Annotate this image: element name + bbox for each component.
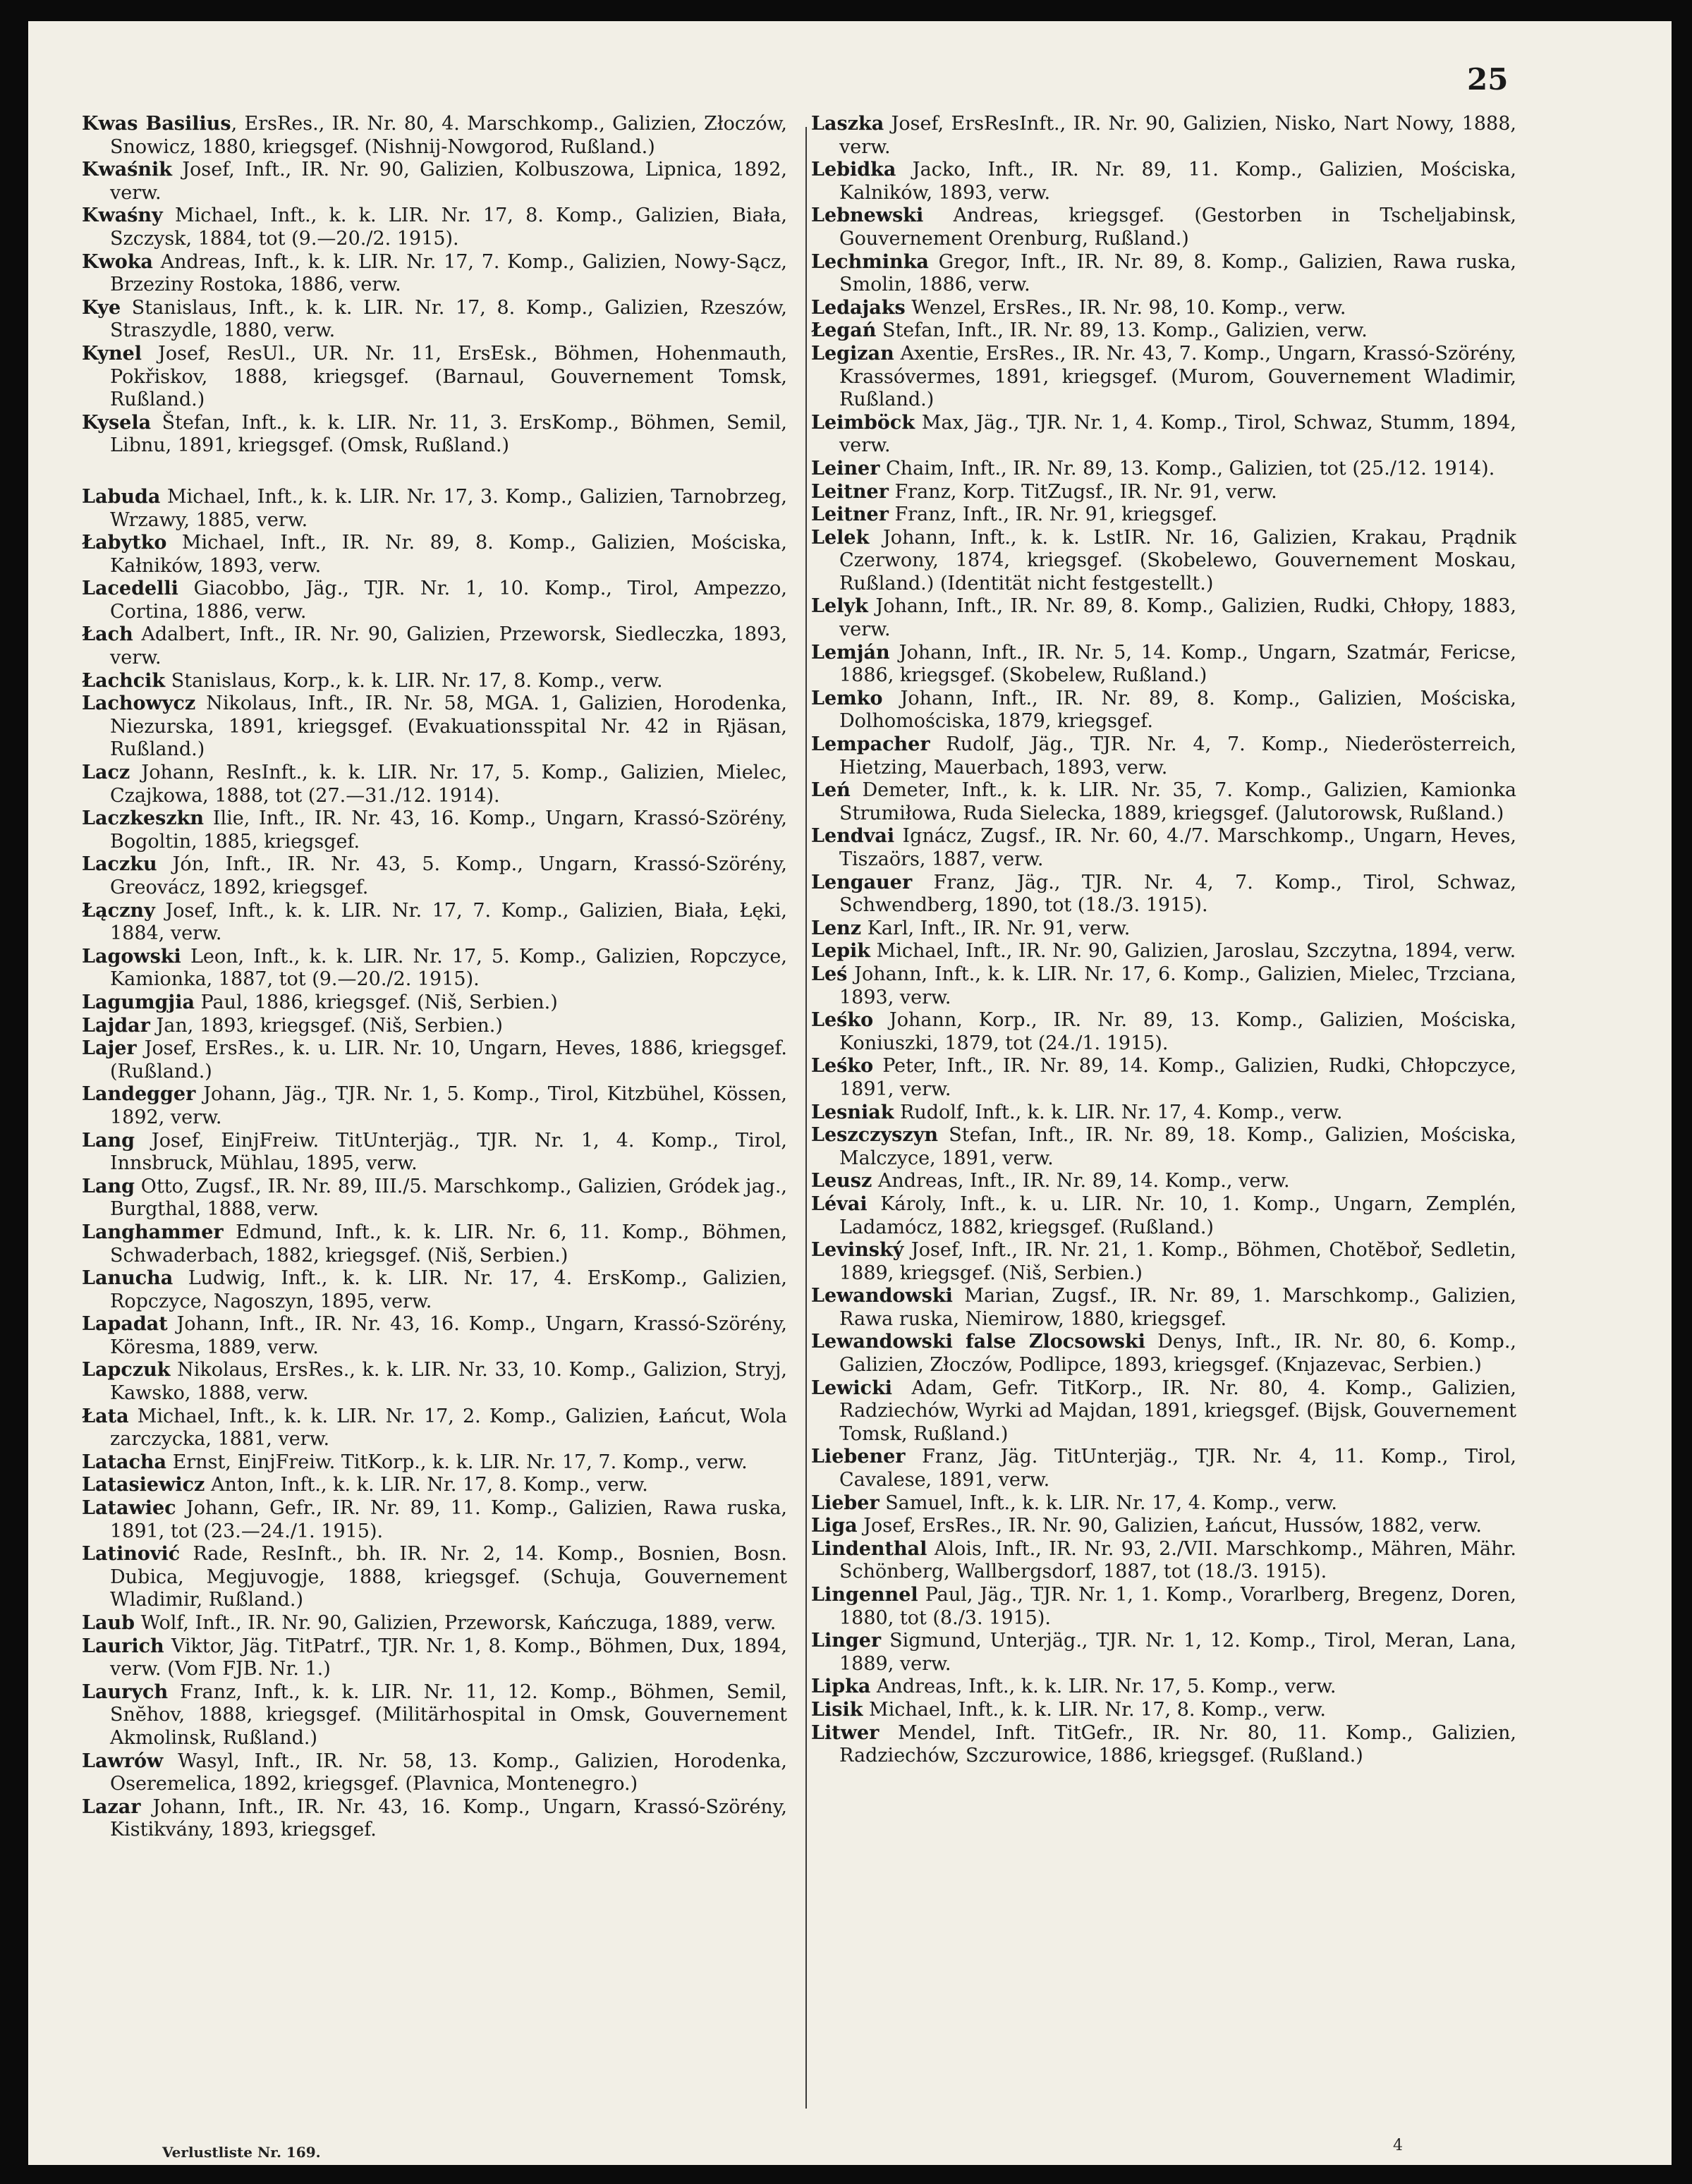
entry-name: Levinský	[811, 1239, 904, 1262]
entry-name: Leś	[811, 963, 848, 985]
entry-details: Jan, 1893, kriegsgef. (Niš, Serbien.)	[150, 1014, 503, 1037]
entry-details: Johann, Inft., IR. Nr. 89, 8. Komp., Galizien, Rudki, Chłopy, 1883, verw.	[839, 595, 1516, 641]
entry-name: Latacha	[82, 1451, 167, 1473]
entry-details: Nikolaus, Inft., IR. Nr. 58, MGA. 1, Galizien, Horodenka, Niezurska, 1891, kriegsgef. (Evakuationsspital Nr. 42 in Rjäsan, Rußland.)	[110, 693, 787, 761]
list-item	[811, 251, 1516, 297]
entry-name: Laszka	[811, 113, 884, 135]
entry-details: Stanislaus, Korp., k. k. LIR. Nr. 17, 8. Komp., verw.	[165, 669, 663, 692]
entry-name: Laczku	[82, 853, 157, 876]
entry-details: Franz, Inft., k. k. LIR. Nr. 11, 12. Komp., Böhmen, Semil, Snĕhov, 1888, kriegsgef. (Militärhospital in Omsk, Gouvernement Akmolinsk, Rußland.)	[110, 1680, 787, 1749]
list-item	[811, 779, 1516, 825]
list-item	[811, 872, 1516, 917]
entry-name: Lingennel	[811, 1584, 918, 1606]
list-item	[811, 205, 1516, 250]
entry-details: Nikolaus, ErsRes., k. k. LIR. Nr. 33, 10. Komp., Galizion, Stryj, Kawsko, 1888, verw.	[110, 1359, 787, 1405]
entry-name: Łabytko	[82, 532, 167, 554]
entry-details: Peter, Inft., IR. Nr. 89, 14. Komp., Galizien, Rudki, Chłopczyce, 1891, verw.	[839, 1055, 1516, 1100]
list-item	[811, 1676, 1516, 1699]
list-item	[82, 900, 787, 946]
entry-details: Marian, Zugsf., IR. Nr. 89, 1. Marschkomp., Galizien, Rawa ruska, Niemirow, 1880, kriegsgef.	[839, 1285, 1516, 1330]
column-divider	[805, 127, 807, 2109]
entry-details: Michael, Inft., IR. Nr. 89, 8. Komp., Galizien, Mościska, Kałników, 1893, verw.	[110, 532, 787, 577]
list-item	[82, 412, 787, 458]
entry-details: Ilie, Inft., IR. Nr. 43, 16. Komp., Ungarn, Krassó-Szörény, Bogoltin, 1885, kriegsgef.	[110, 807, 787, 853]
entry-name: Lechminka	[811, 250, 929, 273]
list-item	[811, 1492, 1516, 1515]
entry-name: Labuda	[82, 485, 161, 508]
list-item	[811, 642, 1516, 688]
entry-details: Michael, Inft., k. k. LIR. Nr. 17, 3. Komp., Galizien, Tarnobrzeg, Wrzawy, 1885, verw.	[110, 485, 787, 531]
entry-name: Liebener	[811, 1446, 906, 1468]
list-item	[811, 1239, 1516, 1285]
list-item	[82, 1635, 787, 1681]
entry-name: Lemján	[811, 641, 890, 664]
entry-name: Lagumgjia	[82, 991, 195, 1013]
list-item	[82, 1681, 787, 1750]
left-column	[82, 113, 787, 1842]
list-item	[811, 504, 1516, 527]
entry-name: Kye	[82, 296, 121, 319]
entry-name: Lang	[82, 1175, 135, 1197]
entry-details: Johann, Inft., IR. Nr. 43, 16. Komp., Ungarn, Krassó-Szörény, Kistikvány, 1893, kriegsgef.	[110, 1795, 787, 1841]
entry-details: Josef, ErsRes., IR. Nr. 90, Galizien, Łańcut, Hussów, 1882, verw.	[857, 1515, 1482, 1537]
list-item	[82, 946, 787, 992]
entry-name: Ledajaks	[811, 296, 906, 319]
entry-name: Lacedelli	[82, 578, 178, 600]
list-item	[811, 1630, 1516, 1676]
list-item	[82, 807, 787, 853]
entry-name: Laurych	[82, 1680, 169, 1703]
entry-details: Giacobbo, Jäg., TJR. Nr. 1, 10. Komp., Tirol, Ampezzo, Cortina, 1886, verw.	[110, 578, 787, 623]
list-item	[82, 1405, 787, 1451]
list-item	[82, 251, 787, 297]
entry-name: Łączny	[82, 899, 155, 922]
entry-name: Lewandowski	[811, 1285, 953, 1307]
entry-name: Lepik	[811, 940, 871, 963]
entry-name: Lisik	[811, 1698, 863, 1721]
list-item	[82, 623, 787, 669]
list-item	[811, 319, 1516, 343]
entry-details: Adalbert, Inft., IR. Nr. 90, Galizien, Przeworsk, Siedleczka, 1893, verw.	[110, 623, 787, 669]
entry-details: Wenzel, ErsRes., IR. Nr. 98, 10. Komp., verw.	[905, 296, 1346, 319]
right-column	[811, 113, 1516, 1768]
entry-details: Paul, Jäg., TJR. Nr. 1, 1. Komp., Vorarlberg, Bregenz, Doren, 1880, tot (8./3. 1915).	[839, 1584, 1516, 1629]
list-item	[811, 1055, 1516, 1101]
entry-name: Lipka	[811, 1676, 871, 1698]
entry-details: Stefan, Inft., IR. Nr. 89, 18. Komp., Galizien, Mościska, Malczyce, 1891, verw.	[839, 1124, 1516, 1169]
entry-name: Lagowski	[82, 945, 181, 968]
entry-name: Litwer	[811, 1721, 880, 1744]
list-item	[811, 412, 1516, 458]
entry-name: Lemko	[811, 687, 883, 709]
entry-name: Latasiewicz	[82, 1474, 205, 1496]
entry-details: Michael, Inft., IR. Nr. 90, Galizien, Jaroslau, Szczytna, 1894, verw.	[870, 940, 1516, 963]
entry-details: Adam, Gefr. TitKorp., IR. Nr. 80, 4. Komp., Galizien, Radziechów, Wyrki ad Majdan, 1891, kriegsgef. (Bijsk, Gouvernement Tomsk, Rußland.)	[839, 1377, 1516, 1445]
entry-name: Leśko	[811, 1055, 874, 1078]
entry-details: Franz, Inft., IR. Nr. 91, kriegsgef.	[888, 504, 1217, 526]
entry-details: , ErsRes., IR. Nr. 80, 4. Marschkomp., Galizien, Złoczów, Snowicz, 1880, kriegsgef. (Nishnij-Nowgorod, Rußland.)	[110, 113, 787, 158]
entry-name: Lewicki	[811, 1377, 893, 1399]
entry-details: Štefan, Inft., k. k. LIR. Nr. 11, 3. ErsKomp., Böhmen, Semil, Libnu, 1891, kriegsgef. (Omsk, Rußland.)	[110, 411, 787, 457]
list-item	[811, 963, 1516, 1009]
entry-details: Andreas, Inft., IR. Nr. 89, 14. Komp., verw.	[872, 1170, 1290, 1192]
entry-details: Johann, Inft., k. k. LstIR. Nr. 16, Galizien, Krakau, Prądnik Czerwony, 1874, kriegsgef. (Skobelewo, Gouvernement Moskau, Rußland.) (Identität nicht festgestellt.)	[839, 526, 1516, 594]
entry-name: Leń	[811, 779, 851, 802]
entry-details: Paul, 1886, kriegsgef. (Niš, Serbien.)	[194, 991, 558, 1013]
entry-details: Rudolf, Jäg., TJR. Nr. 4, 7. Komp., Niederösterreich, Hietzing, Mauerbach, 1893, verw.	[839, 733, 1516, 779]
list-item	[82, 1474, 787, 1497]
entry-details: Michael, Inft., k. k. LIR. Nr. 17, 8. Komp., Galizien, Biała, Szczysk, 1884, tot (9.—20./2. 1915).	[110, 205, 787, 250]
entry-name: Łach	[82, 623, 133, 646]
list-item	[82, 1612, 787, 1635]
list-item	[811, 1699, 1516, 1722]
footer-signature: 4	[1393, 2137, 1403, 2154]
list-item	[811, 1285, 1516, 1331]
entry-details: Denys, Inft., IR. Nr. 80, 6. Komp., Galizien, Złoczów, Podlipce, 1893, kriegsgef. (Knjazevac, Serbien.)	[839, 1331, 1517, 1377]
list-item	[811, 1009, 1516, 1055]
entry-name: Lang	[82, 1129, 135, 1152]
entry-name: Kwas Basilius	[82, 113, 231, 135]
entry-details: Josef, EinjFreiw. TitUnterjäg., TJR. Nr. 1, 4. Komp., Tirol, Innsbruck, Mühlau, 1895, verw.	[110, 1129, 787, 1175]
entry-details: Ignácz, Zugsf., IR. Nr. 60, 4./7. Marschkomp., Ungarn, Heves, Tiszaörs, 1887, verw.	[839, 825, 1516, 870]
entry-details: Franz, Jäg., TJR. Nr. 4, 7. Komp., Tirol, Schwaz, Schwendberg, 1890, tot (18./3. 1915).	[839, 871, 1516, 917]
entry-name: Laub	[82, 1612, 135, 1634]
entry-name: Kynel	[82, 342, 142, 365]
page-number: 25	[1467, 62, 1509, 97]
entry-name: Leszczyszyn	[811, 1124, 939, 1147]
list-item	[82, 1083, 787, 1129]
list-item	[811, 733, 1516, 779]
list-item	[811, 917, 1516, 941]
entry-details: Jacko, Inft., IR. Nr. 89, 11. Komp., Galizien, Mościska, Kalników, 1893, verw.	[839, 159, 1516, 204]
entry-details: Gregor, Inft., IR. Nr. 89, 8. Komp., Galizien, Rawa ruska, Smolin, 1886, verw.	[839, 250, 1516, 296]
entry-name: Lindenthal	[811, 1537, 927, 1560]
entry-name: Leśko	[811, 1009, 874, 1032]
list-item	[811, 1722, 1516, 1768]
list-item	[811, 1170, 1516, 1193]
entry-name: Laurich	[82, 1635, 164, 1657]
entry-name: Lanucha	[82, 1267, 174, 1290]
entry-name: Leitner	[811, 480, 889, 503]
entry-name: Łegań	[811, 319, 877, 342]
entry-details: Johann, Jäg., TJR. Nr. 1, 5. Komp., Tirol, Kitzbühel, Kössen, 1892, verw.	[110, 1083, 787, 1128]
entry-details: Ernst, EinjFreiw. TitKorp., k. k. LIR. Nr. 17, 7. Komp., verw.	[166, 1451, 748, 1473]
list-item	[82, 1015, 787, 1038]
entry-details: Otto, Zugsf., IR. Nr. 89, III./5. Marschkomp., Galizien, Gródek jag., Burgthal, 1888, verw.	[110, 1175, 787, 1221]
entry-details: Johann, Gefr., IR. Nr. 89, 11. Komp., Galizien, Rawa ruska, 1891, tot (23.—24./1. 1915).	[110, 1497, 787, 1542]
entry-details: Andreas, Inft., k. k. LIR. Nr. 17, 7. Komp., Galizien, Nowy-Sącz, Brzeziny Rostoka, 1886, verw.	[110, 250, 787, 296]
list-item	[811, 1515, 1516, 1538]
entry-details: Sigmund, Unterjäg., TJR. Nr. 1, 12. Komp., Tirol, Meran, Lana, 1889, verw.	[839, 1630, 1516, 1675]
entry-name: Liga	[811, 1515, 858, 1537]
list-item	[82, 1267, 787, 1313]
list-item	[811, 1102, 1516, 1125]
list-item	[811, 1446, 1516, 1491]
list-item	[82, 1750, 787, 1796]
entry-details: Stanislaus, Inft., k. k. LIR. Nr. 17, 8. Komp., Galizien, Rzeszów, Straszydle, 1880, verw.	[110, 296, 787, 342]
entry-details: Rade, ResInft., bh. IR. Nr. 2, 14. Komp., Bosnien, Bosn. Dubica, Megjuvogje, 1888, kriegsgef. (Schuja, Gouvernement Wladimir, Rußland.)	[110, 1543, 787, 1611]
entry-name: Leimböck	[811, 411, 915, 434]
entry-details: Johann, Inft., k. k. LIR. Nr. 17, 6. Komp., Galizien, Mielec, Trzciana, 1893, verw.	[839, 963, 1516, 1008]
list-item	[811, 940, 1516, 963]
list-item	[82, 1130, 787, 1176]
list-item	[811, 113, 1516, 159]
entry-name: Legizan	[811, 342, 894, 365]
entry-name: Landegger	[82, 1083, 196, 1106]
entry-details: Max, Jäg., TJR. Nr. 1, 4. Komp., Tirol, Schwaz, Stumm, 1894, verw.	[839, 411, 1516, 457]
entry-name: Lewandowski false Zlocsowski	[811, 1331, 1145, 1353]
list-item	[82, 159, 787, 205]
list-item	[82, 1313, 787, 1359]
entry-name: Lapczuk	[82, 1359, 171, 1381]
entry-details: Alois, Inft., IR. Nr. 93, 2./VII. Marschkomp., Mähren, Mähr. Schönberg, Wallbergsdorf, 1887, tot (18./3. 1915).	[839, 1537, 1516, 1583]
entry-name: Lebidka	[811, 159, 896, 181]
list-item	[811, 1193, 1516, 1239]
entry-details: Chaim, Inft., IR. Nr. 89, 13. Komp., Galizien, tot (25./12. 1914).	[880, 457, 1495, 480]
list-item	[811, 458, 1516, 481]
entry-details: Johann, Korp., IR. Nr. 89, 13. Komp., Galizien, Mościska, Koniuszki, 1879, tot (24./1. 1915).	[839, 1009, 1516, 1054]
list-item	[82, 1037, 787, 1083]
list-item	[82, 1176, 787, 1221]
entry-name: Kwaśny	[82, 205, 163, 227]
entry-name: Lawrów	[82, 1750, 164, 1772]
entry-details: Johann, ResInft., k. k. LIR. Nr. 17, 5. Komp., Galizien, Mielec, Czajkowa, 1888, tot (27.—31./12. 1914).	[110, 762, 787, 807]
list-item	[811, 1584, 1516, 1630]
entry-details: Johann, Inft., IR. Nr. 89, 8. Komp., Galizien, Mościska, Dolhomościska, 1879, kriegsgef.	[839, 687, 1516, 733]
entry-name: Lelyk	[811, 595, 868, 618]
list-item	[811, 527, 1516, 596]
entry-name: Kwoka	[82, 250, 153, 273]
entry-details: Andreas, Inft., k. k. LIR. Nr. 17, 5. Komp., verw.	[870, 1676, 1337, 1698]
list-item	[82, 578, 787, 623]
entry-name: Latinović	[82, 1543, 181, 1566]
entry-details: Leon, Inft., k. k. LIR. Nr. 17, 5. Komp., Galizien, Ropczyce, Kamionka, 1887, tot (9.—20./2. 1915).	[110, 945, 787, 991]
entry-details: Edmund, Inft., k. k. LIR. Nr. 6, 11. Komp., Böhmen, Schwaderbach, 1882, kriegsgef. (Niš, Serbien.)	[110, 1221, 787, 1267]
entry-details: Josef, Inft., k. k. LIR. Nr. 17, 7. Komp., Galizien, Biała, Łęki, 1884, verw.	[110, 899, 787, 945]
entry-details: Anton, Inft., k. k. LIR. Nr. 17, 8. Komp., verw.	[205, 1474, 648, 1496]
entry-name: Łachcik	[82, 669, 166, 692]
page-sheet	[28, 21, 1672, 2165]
entry-name: Langhammer	[82, 1221, 224, 1243]
entry-details: Mendel, Inft. TitGefr., IR. Nr. 80, 11. Komp., Galizien, Radziechów, Szczurowice, 1886, kriegsgef. (Rußland.)	[839, 1721, 1516, 1767]
entry-details: Wasyl, Inft., IR. Nr. 58, 13. Komp., Galizien, Horodenka, Oseremelica, 1892, kriegsgef. (Plavnica, Montenegro.)	[110, 1750, 787, 1795]
entry-details: Josef, Inft., IR. Nr. 21, 1. Komp., Böhmen, Chotĕboř, Sedletin, 1889, kriegsgef. (Niš, Serbien.)	[839, 1239, 1516, 1284]
list-item	[82, 853, 787, 899]
entry-details: Johann, Inft., IR. Nr. 43, 16. Komp., Ungarn, Krassó-Szörény, Köresma, 1889, verw.	[110, 1313, 787, 1358]
entry-details: Josef, ErsRes., k. u. LIR. Nr. 10, Ungarn, Heves, 1886, kriegsgef. (Rußland.)	[110, 1037, 787, 1082]
list-item	[82, 486, 787, 532]
entry-details: Rudolf, Inft., k. k. LIR. Nr. 17, 4. Komp., verw.	[894, 1101, 1343, 1123]
entry-details: Viktor, Jäg. TitPatrf., TJR. Nr. 1, 8. Komp., Böhmen, Dux, 1894, verw. (Vom FJB. Nr. 1.)	[110, 1635, 787, 1680]
entry-name: Lempacher	[811, 733, 930, 756]
entry-details: Michael, Inft., k. k. LIR. Nr. 17, 2. Komp., Galizien, Łańcut, Wola zarczycka, 1881, verw.	[110, 1405, 787, 1451]
entry-name: Leitner	[811, 504, 889, 526]
list-item	[811, 595, 1516, 641]
entry-details: Károly, Inft., k. u. LIR. Nr. 10, 1. Komp., Ungarn, Zemplén, Ladamócz, 1882, kriegsgef. (Rußland.)	[839, 1192, 1516, 1238]
entry-name: Łata	[82, 1405, 129, 1427]
list-item	[811, 343, 1516, 412]
list-item	[82, 205, 787, 250]
entry-details: Wolf, Inft., IR. Nr. 90, Galizien, Przeworsk, Kańczuga, 1889, verw.	[135, 1612, 777, 1634]
entry-details: Ludwig, Inft., k. k. LIR. Nr. 17, 4. ErsKomp., Galizien, Ropczyce, Nagoszyn, 1895, verw.	[110, 1267, 787, 1312]
entry-details: Samuel, Inft., k. k. LIR. Nr. 17, 4. Komp., verw.	[879, 1491, 1337, 1514]
entry-details: Jón, Inft., IR. Nr. 43, 5. Komp., Ungarn, Krassó-Szörény, Greovácz, 1892, kriegsgef.	[110, 853, 787, 898]
entry-details: Michael, Inft., k. k. LIR. Nr. 17, 8. Komp., verw.	[863, 1698, 1327, 1721]
entry-name: Lieber	[811, 1491, 880, 1514]
list-item	[811, 1377, 1516, 1446]
entry-details: Johann, Inft., IR. Nr. 5, 14. Komp., Ungarn, Szatmár, Fericse, 1886, kriegsgef. (Skobelew, Rußland.)	[839, 641, 1516, 687]
list-item	[82, 297, 787, 343]
entry-details: Stefan, Inft., IR. Nr. 89, 13. Komp., Galizien, verw.	[876, 319, 1368, 342]
entry-name: Lebnewski	[811, 205, 924, 227]
entry-name: Lévai	[811, 1192, 868, 1215]
entry-name: Lengauer	[811, 871, 913, 893]
list-item	[811, 297, 1516, 320]
section-gap	[82, 458, 787, 486]
list-item	[82, 1359, 787, 1405]
list-item	[82, 1221, 787, 1267]
list-item	[82, 113, 787, 159]
list-item	[811, 1538, 1516, 1584]
list-item	[811, 1331, 1516, 1377]
entry-name: Lajdar	[82, 1014, 150, 1037]
entry-name: Lazar	[82, 1795, 141, 1818]
entry-name: Lendvai	[811, 825, 895, 848]
list-item	[82, 1543, 787, 1612]
footer-source: Verlustliste Nr. 169.	[162, 2144, 321, 2161]
entry-details: Karl, Inft., IR. Nr. 91, verw.	[861, 917, 1131, 939]
entry-details: Demeter, Inft., k. k. LIR. Nr. 35, 7. Komp., Galizien, Kamionka Strumiłowa, Ruda Sielecka, 1889, kriegsgef. (Jalutorowsk, Rußland.)	[839, 779, 1516, 824]
list-item	[82, 670, 787, 693]
list-item	[811, 481, 1516, 504]
list-item	[82, 992, 787, 1015]
entry-name: Leiner	[811, 457, 880, 480]
list-item	[811, 1124, 1516, 1170]
entry-details: Franz, Korp. TitZugsf., IR. Nr. 91, verw.	[888, 480, 1277, 503]
list-item	[82, 762, 787, 807]
entry-details: Franz, Jäg. TitUnterjäg., TJR. Nr. 4, 11. Komp., Tirol, Cavalese, 1891, verw.	[839, 1446, 1516, 1491]
list-item	[811, 825, 1516, 871]
entry-name: Lenz	[811, 917, 862, 939]
entry-name: Lachowycz	[82, 693, 196, 715]
entry-name: Laczkeszkn	[82, 807, 205, 830]
entry-details: Josef, ErsResInft., IR. Nr. 90, Galizien, Nisko, Nart Nowy, 1888, verw.	[839, 113, 1516, 158]
entry-details: Andreas, kriegsgef. (Gestorben in Tscheljabinsk, Gouvernement Orenburg, Rußland.)	[839, 205, 1516, 250]
entry-name: Kwaśnik	[82, 159, 172, 181]
entry-details: Josef, ResUl., UR. Nr. 11, ErsEsk., Böhmen, Hohenmauth, Pokřiskov, 1888, kriegsgef. (Barnaul, Gouvernement Tomsk, Rußland.)	[110, 342, 787, 411]
list-item	[811, 688, 1516, 733]
entry-name: Lapadat	[82, 1313, 168, 1336]
list-item	[811, 159, 1516, 205]
list-item	[82, 1451, 787, 1475]
entry-name: Kysela	[82, 411, 152, 434]
entry-name: Lajer	[82, 1037, 137, 1060]
list-item	[82, 1497, 787, 1543]
entry-name: Latawiec	[82, 1497, 176, 1520]
entry-name: Lesniak	[811, 1101, 894, 1123]
entry-name: Linger	[811, 1630, 882, 1652]
entry-name: Leusz	[811, 1170, 872, 1192]
entry-name: Lelek	[811, 526, 870, 549]
list-item	[82, 343, 787, 412]
entry-details: Axentie, ErsRes., IR. Nr. 43, 7. Komp., Ungarn, Krassó-Szörény, Krassóvermes, 1891, kriegsgef. (Murom, Gouvernement Wladimir, Rußland.)	[839, 342, 1516, 411]
entry-name: Lacz	[82, 762, 130, 784]
list-item	[82, 1796, 787, 1842]
list-item	[82, 693, 787, 762]
list-item	[82, 532, 787, 578]
entry-details: Josef, Inft., IR. Nr. 90, Galizien, Kolbuszowa, Lipnica, 1892, verw.	[110, 159, 787, 204]
